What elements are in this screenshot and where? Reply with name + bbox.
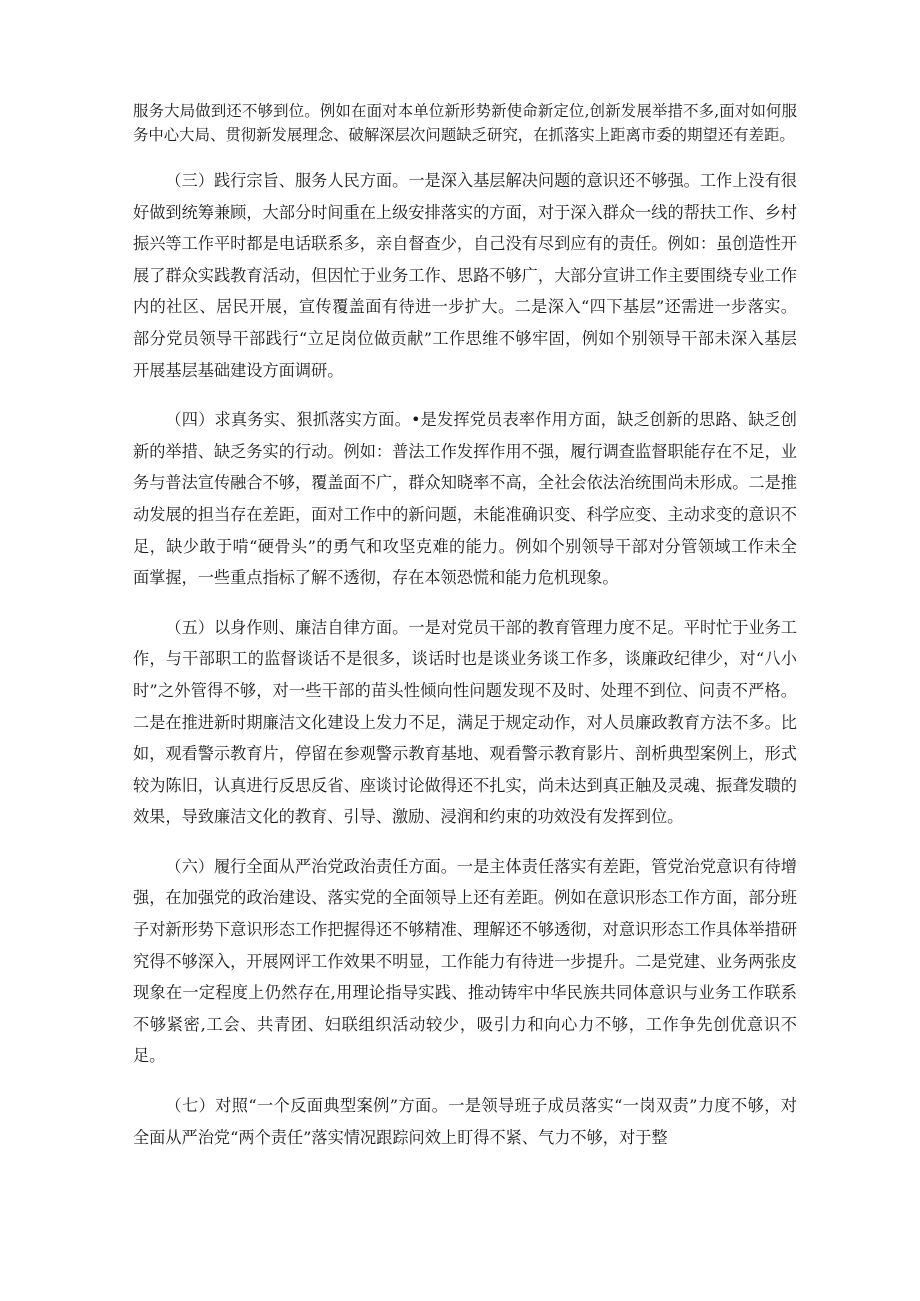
- paragraph-section-3: （三）践行宗旨、服务人民方面。一是深入基层解决问题的意识还不够强。工作上没有很好做到统筹兼顾，大部分时间重在上级安排落实的方面，对于深入群众一线的帮扶工作、乡村振兴等工作平时都是电话联系多，亲自督查少，自己没有尽到应有的责任。例如：虽创造性开展了群众实践教育活动，但因忙于业务工作、思路不够广，大部分宣讲工作主要围绕专业工作内的社区、居民开展，宣传覆盖面有待进一步扩大。二是深入“四下基层”还需进一步落实。部分党员领导干部践行“立足岗位做贡献”工作思维不够牢固，例如个别领导干部未深入基层开展基层基础建设方面调研。: [133, 171, 797, 380]
- paragraph-section-6: （六）履行全面从严治党政治责任方面。一是主体责任落实有差距，管党治党意识有待增强，在加强党的政治建设、落实党的全面领导上还有差距。例如在意识形态工作方面，部分班子对新形势下意识形态工作把握得还不够精准、理解还不够透彻，对意识形态工作具体举措研究得不够深入，开展网评工作效果不明显，工作能力有待进一步提升。二是党建、业务两张皮现象在一定程度上仍然存在,用理论指导实践、推动铸牢中华民族共同体意识与业务工作联系不够紧密,工会、共青团、妇联组织活动较少，吸引力和向心力不够，工作争先创优意识不足。: [133, 856, 797, 1066]
- paragraph-section-4: （四）求真务实、狠抓落实方面。•是发挥党员表率作用方面，缺乏创新的思路、缺乏创新的举措、缺乏务实的行动。例如：普法工作发挥作用不强，履行调查监督职能存在不足，业务与普法宣传融合不够，覆盖面不广，群众知晓率不高，全社会依法治统围尚未形成。二是推动发展的担当存在差距，面对工作中的新问题，未能准确识变、科学应变、主动求变的意识不足，缺少敢于啃“硬骨头”的勇气和攻坚克难的能力。例如个别领导干部对分管领域工作未全面掌握，一些重点指标了解不透彻，存在本领恐慌和能力危机现象。: [133, 410, 797, 588]
- paragraph-section-7: （七）对照“一个反面典型案例”方面。一是领导班子成员落实“一岗双责”力度不够，对全面从严治党“两个责任”落实情况跟踪问效上盯得不紧、气力不够，对于整: [133, 1096, 797, 1147]
- paragraph-continuation: 服务大局做到还不够到位。例如在面对本单位新形势新使命新定位,创新发展举措不多,面对如何服务中心大局、贯彻新发展理念、破解深层次问题缺乏研究，在抓落实上距离市委的期望还有差距。: [133, 102, 797, 144]
- document-body: [133, 100, 797, 1171]
- paragraph-section-5: （五）以身作则、廉洁自律方面。一是对党员干部的教育管理力度不足。平时忙于业务工作，与干部职工的监督谈话不是很多，谈话时也是谈业务谈工作多，谈廉政纪律少，对“八小时”之外管得不够，对一些干部的苗头性倾向性问题发现不及时、处理不到位、问责不严格。二是在推进新时期廉洁文化建设上发力不足，满足于规定动作，对人员廉政教育方法不多。比如，观看警示教育片，停留在参观警示教育基地、观看警示教育影片、剖析典型案例上，形式较为陈旧，认真进行反思反省、座谈讨论做得还不扎实，尚未达到真正触及灵魂、振聋发聩的效果，导致廉洁文化的教育、引导、激励、浸润和约束的功效没有发挥到位。: [133, 617, 797, 827]
